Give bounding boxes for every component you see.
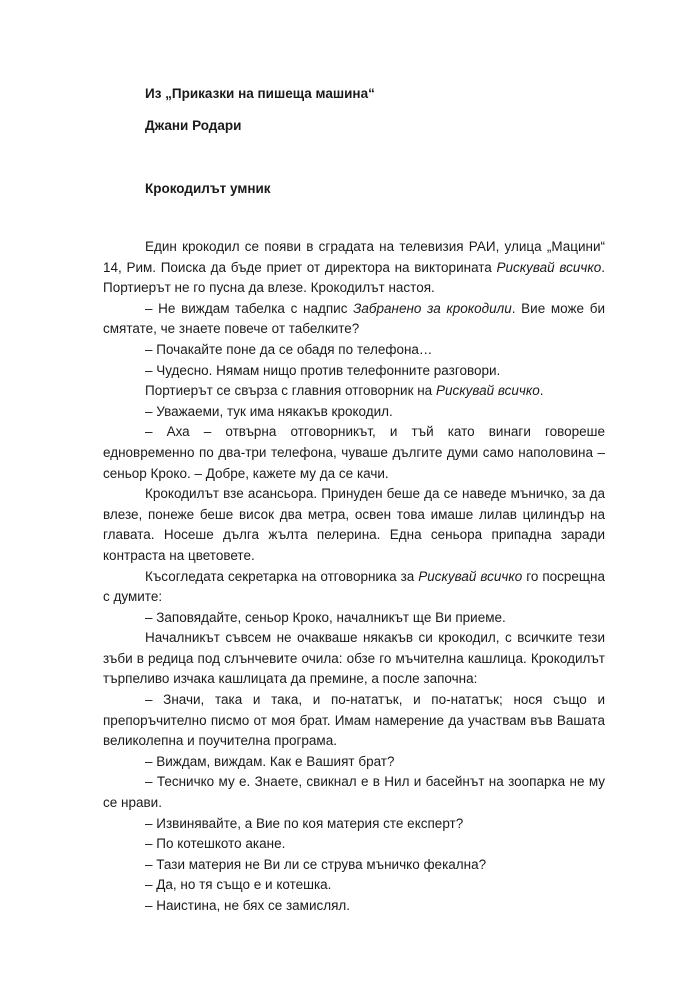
text-run: – Наистина, не бях се замислял. bbox=[145, 898, 351, 913]
story-paragraph bbox=[103, 567, 605, 608]
text-run: го посрещна с думите: bbox=[103, 568, 605, 605]
story-paragraph bbox=[103, 896, 605, 917]
story-title: Крокодилът умник bbox=[145, 181, 271, 196]
italic-text-run: Рискувай всичко bbox=[418, 568, 523, 584]
italic-text-run: Забранено за крокодили bbox=[353, 300, 512, 316]
text-run: – Аха – отвърна отговорникът, и тъй като винаги говореше едновременно по два-три телефона, чуваше дългите думи само наполовина – сеньор Кроко. – Добре, кажете му да се качи. bbox=[103, 424, 605, 481]
story-paragraph bbox=[103, 855, 605, 876]
text-run: – Тесничко му е. Знаете, свикнал е в Нил и басейнът на зоопарка не му се нрави. bbox=[103, 774, 605, 811]
text-run: – По котешкото акане. bbox=[145, 836, 286, 852]
text-run: – Виждам, виждам. Как е Вашият брат? bbox=[145, 753, 395, 769]
text-run: – Уважаеми, тук има някакъв крокодил. bbox=[145, 403, 393, 419]
text-run: . bbox=[539, 383, 544, 399]
text-run: . Портиерът не го пусна да влезе. Крокодилът настоя. bbox=[103, 259, 605, 296]
text-run: Един крокодил се появи в сградата на телевизия РАИ, улица „Мацини“ 14, Рим. Поиска да бъде приет от директора на викторината bbox=[103, 239, 605, 275]
story-paragraph bbox=[103, 361, 605, 382]
text-run: Началникът съвсем не очакваше някакъв си крокодил, с всичките тези зъби в редица под слънчевите очила: обзе го мъчителна кашлица. Крокодилът търпеливо изчака кашлицата да премине, а после започна: bbox=[103, 630, 605, 687]
story-paragraph bbox=[103, 772, 605, 813]
story-paragraph bbox=[103, 340, 605, 361]
story-paragraph bbox=[103, 628, 605, 690]
story-paragraph bbox=[103, 608, 605, 629]
text-run: – Тази материя не Ви ли се струва мъничко фекална? bbox=[145, 856, 487, 872]
text-run: – Почакайте поне да се обадя по телефона… bbox=[145, 341, 433, 357]
source-line: Из „Приказки на пишеща машина“ bbox=[145, 86, 375, 101]
text-run: Късогледата секретарка на отговорника за bbox=[145, 568, 419, 584]
text-run: – Значи, така и така, и по-нататък, и по-нататък; нося също и препоръчително писмо от моя брат. Имам намерение да участвам във Вашата великолепна и поучителна програма. bbox=[103, 692, 605, 749]
story-paragraph bbox=[103, 690, 605, 752]
text-run: . Вие може би смятате, че знаете повече от табелките? bbox=[103, 300, 606, 337]
text-run: Крокодилът взе асансьора. Принуден беше да се наведе мъничко, за да влезе, понеже беше висок два метра, освен това имаше лилав цилиндър на главата. Носеше дълга жълта пелерина. Една сеньора припадна заради контраста на цветовете. bbox=[103, 486, 605, 563]
story-paragraph bbox=[103, 402, 605, 423]
story-paragraph bbox=[103, 875, 605, 896]
story-paragraph bbox=[103, 237, 605, 299]
story-paragraph bbox=[103, 381, 605, 402]
author-name: Джани Родари bbox=[145, 118, 242, 133]
story-paragraph bbox=[103, 814, 605, 835]
story-paragraph bbox=[103, 484, 605, 566]
story-paragraph bbox=[103, 834, 605, 855]
text-run: – Заповядайте, сеньор Кроко, началникът ще Ви приеме. bbox=[145, 609, 506, 625]
story-body bbox=[103, 237, 605, 917]
text-run: – Да, но тя също е и котешка. bbox=[145, 877, 332, 893]
italic-text-run: Рискувай всичко bbox=[496, 259, 602, 275]
italic-text-run: Рискувай всичко bbox=[435, 383, 540, 399]
text-run: – Извинявайте, а Вие по коя материя сте експерт? bbox=[145, 815, 464, 831]
story-paragraph bbox=[103, 299, 605, 340]
story-paragraph bbox=[103, 752, 605, 773]
text-run: – Чудесно. Нямам нищо против телефонните разговори. bbox=[145, 362, 501, 378]
text-run: – Не виждам табелка с надпис bbox=[145, 300, 354, 316]
story-paragraph bbox=[103, 422, 605, 484]
text-run: Портиерът се свърза с главния отговорник на bbox=[145, 383, 436, 399]
